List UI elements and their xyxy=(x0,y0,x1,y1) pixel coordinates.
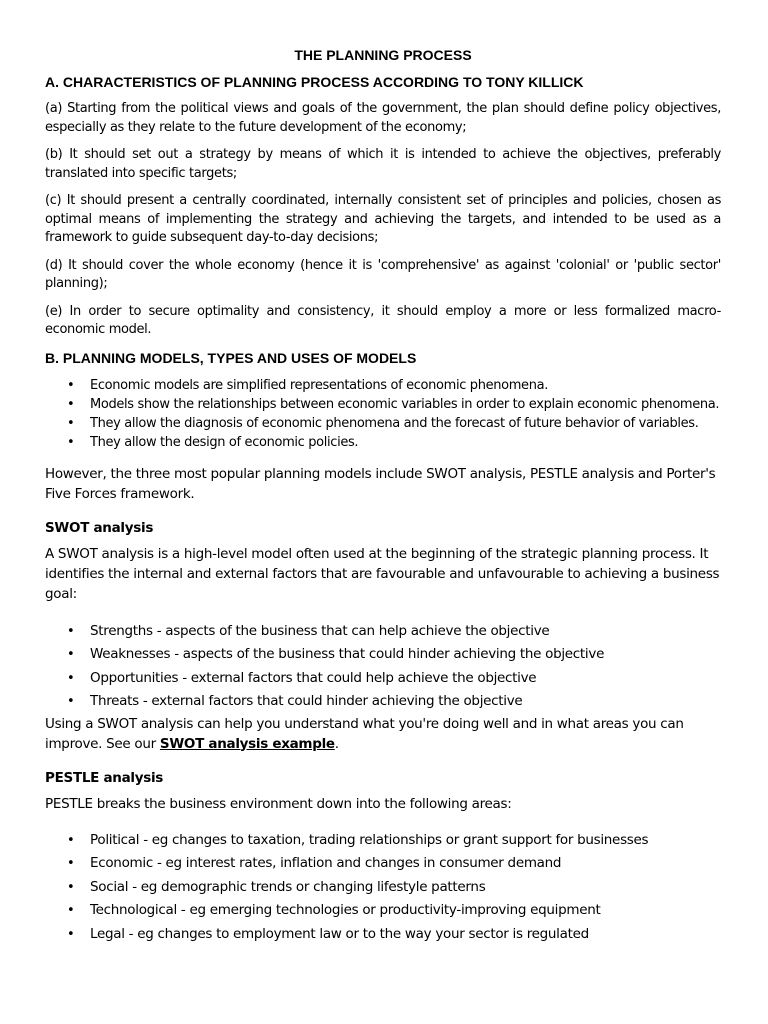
swot-heading: SWOT analysis xyxy=(45,519,154,536)
bullet-icon: • xyxy=(67,856,75,871)
swot-usage: Using a SWOT analysis can help you understand what you're doing well and in what areas you can improve. See our SWOT analysis example. xyxy=(45,715,684,752)
bullet-icon: • xyxy=(67,926,75,942)
list-item: • Legal - eg changes to employment law or to the way your sector is regulated xyxy=(45,923,721,947)
bullet-icon: • xyxy=(67,415,75,431)
list-item: • Opportunities - external factors that could help achieve the objective xyxy=(45,667,721,691)
document-page xyxy=(45,44,721,946)
characteristic-c: (c) It should present a centrally coordinated, internally consistent set of principles and policies, chosen as optimal means of implementing the strategy and achieving the targets, and intended to be used as a framework to guide subsequent day-to-day decisions; xyxy=(45,193,721,245)
swot-list xyxy=(45,620,721,714)
list-item: • Economic - eg interest rates, inflation and changes in consumer demand xyxy=(45,852,721,876)
bullet-icon: • xyxy=(67,647,75,662)
models-list xyxy=(45,376,721,452)
document-title: THE PLANNING PROCESS xyxy=(294,47,472,63)
bullet-icon: • xyxy=(67,694,75,709)
swot-description: A SWOT analysis is a high-level model often used at the beginning of the strategic planning process. It identifies the internal and external factors that are favourable and unfavourable to achieving a business goal: xyxy=(45,545,720,602)
bullet-icon: • xyxy=(67,670,75,686)
bullet-icon: • xyxy=(67,396,75,412)
list-item: • Weaknesses - aspects of the business that could hinder achieving the objective xyxy=(45,643,721,667)
pestle-description: PESTLE breaks the business environment down into the following areas: xyxy=(45,795,512,812)
bullet-icon: • xyxy=(67,879,75,895)
characteristic-e: (e) In order to secure optimality and consistency, it should employ a more or less formalized macro-economic model. xyxy=(45,303,721,337)
pestle-list xyxy=(45,829,721,947)
bullet-icon: • xyxy=(67,623,75,639)
list-item: • Models show the relationships between economic variables in order to explain economic phenomena. xyxy=(67,396,720,412)
bullet-icon: • xyxy=(67,903,75,918)
list-item: • They allow the design of economic policies. xyxy=(67,434,359,450)
swot-example-link[interactable]: SWOT analysis example xyxy=(159,735,335,752)
list-item: • Social - eg demographic trends or changing lifestyle patterns xyxy=(45,876,721,900)
list-item: • Political - eg changes to taxation, trading relationships or grant support for businesses xyxy=(45,829,721,853)
bullet-icon: • xyxy=(67,832,75,848)
characteristic-b: (b) It should set out a strategy by means of which it is intended to achieve the objectives, preferably translated into specific targets; xyxy=(45,147,721,181)
characteristic-a: (a) Starting from the political views and goals of the government, the plan should define policy objectives, especially as they relate to the future development of the economy; xyxy=(45,101,721,135)
characteristic-d: (d) It should cover the whole economy (hence it is 'comprehensive' as against 'colonial' or 'public sector' planning); xyxy=(45,257,721,291)
pestle-heading: PESTLE analysis xyxy=(45,769,164,786)
list-item: • Economic models are simplified representations of economic phenomena. xyxy=(67,377,548,393)
list-item: • Threats - external factors that could hinder achieving the objective xyxy=(45,690,721,714)
section-a-heading: A. CHARACTERISTICS OF PLANNING PROCESS ACCORDING TO TONY KILLICK xyxy=(45,74,584,90)
section-b-heading: B. PLANNING MODELS, TYPES AND USES OF MODELS xyxy=(45,349,417,366)
bullet-icon: • xyxy=(67,434,75,450)
list-item: • Technological - eg emerging technologies or productivity-improving equipment xyxy=(45,899,721,923)
models-intro: However, the three most popular planning models include SWOT analysis, PESTLE analysis and Porter's Five Forces framework. xyxy=(45,465,716,502)
list-item: • Strengths - aspects of the business that can help achieve the objective xyxy=(45,620,721,644)
bullet-icon: • xyxy=(67,377,75,393)
list-item: • They allow the diagnosis of economic phenomena and the forecast of future behavior of variables. xyxy=(67,415,699,431)
